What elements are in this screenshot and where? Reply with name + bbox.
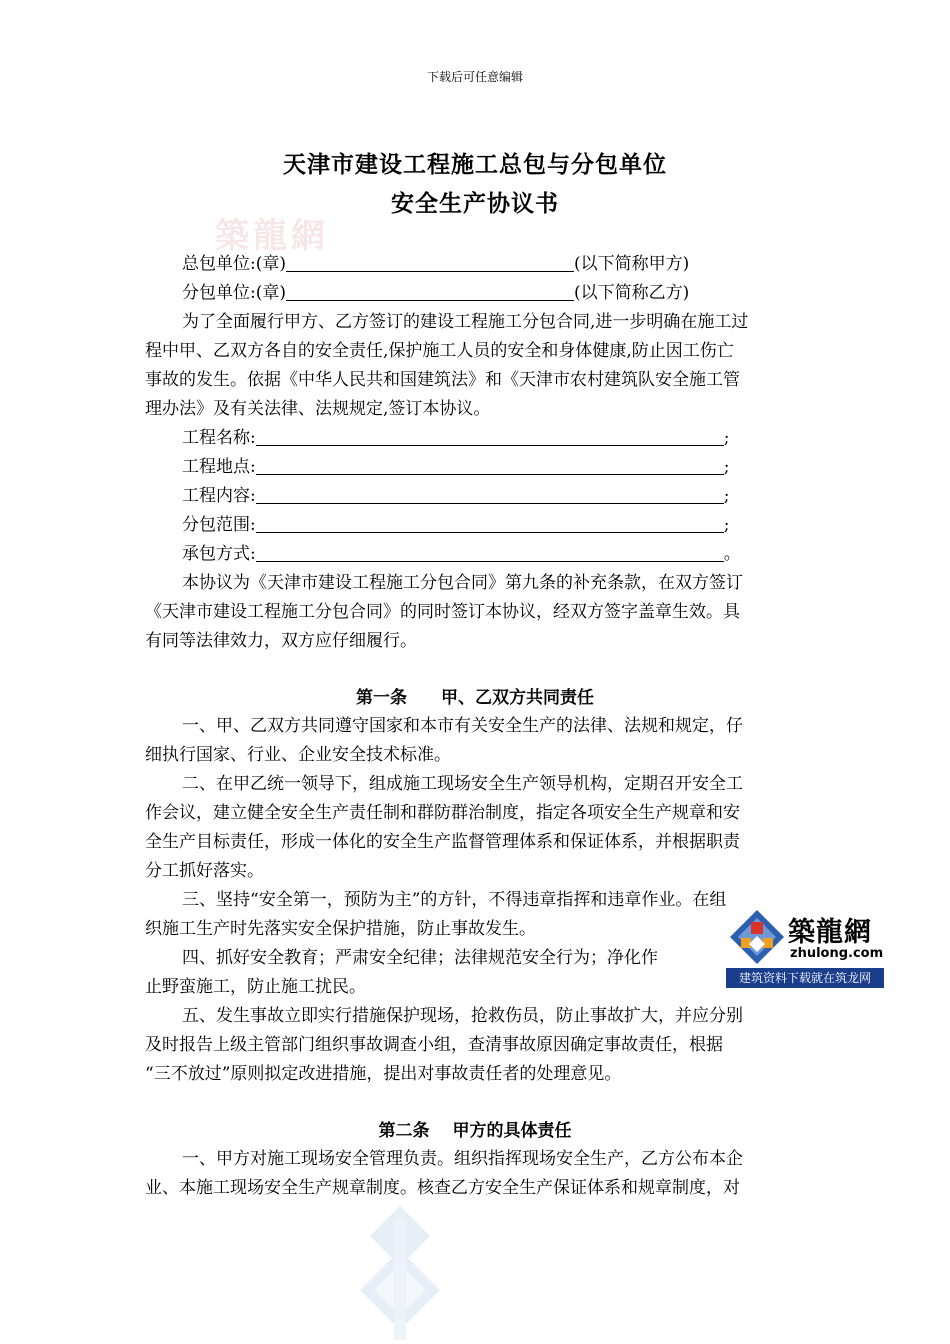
subcontractor-line [182,279,829,308]
field-blank[interactable] [256,514,724,533]
article1-line: 作会议，建立健全安全生产责任制和群防群治制度，指定各项安全生产规章和安 [145,803,740,823]
article1-line: 分工抓好落实。 [145,861,264,881]
article1-line: 三、坚持“安全第一，预防为主”的方针，不得违章指挥和违章作业。在组 [182,890,727,910]
article1-line: 一、甲、乙双方共同遵守国家和本市有关安全生产的法律、法规和规定，仔 [182,716,743,736]
logo-slogan: 建筑资料下载就在筑龙网 [726,968,884,988]
field-project-name [182,424,829,453]
general-contractor-line [182,250,829,279]
document-title-line1: 天津市建设工程施工总包与分包单位 [283,152,667,178]
article1-line: 四、抓好安全教育；严肃安全纪律；法律规范安全行为；净化作 [182,948,658,968]
field-end: ; [723,457,730,477]
page-header: 下载后可任意编辑 [426,70,523,84]
field-project-content [182,482,829,511]
zhulong-logo [726,906,884,986]
article2-line: 业、本施工现场安全生产规章制度。核查乙方安全生产保证体系和规章制度，对 [145,1178,740,1198]
article2-heading: 第二条 甲方的具体责任 [378,1121,572,1141]
field-label: 承包方式: [182,544,256,564]
intro-line: 理办法》及有关法律、法规规定,签订本协议。 [145,399,491,419]
field-end: ; [723,486,730,506]
field-label: 分包范围: [182,515,256,535]
field-label: 工程地点: [182,457,256,477]
article1-line: 织施工生产时先落实安全保护措施，防止事故发生。 [145,919,536,939]
watermark-snowflake-icon [340,1200,460,1344]
article1-line: 细执行国家、行业、企业安全技术标准。 [145,745,451,765]
subcontractor-suffix: (以下简称乙方) [574,283,690,303]
supplement-line: 本协议为《天津市建设工程施工分包合同》第九条的补充条款，在双方签订 [182,573,743,593]
article1-heading: 第一条 甲、乙双方共同责任 [356,688,594,708]
field-label: 工程名称: [182,428,256,448]
article1-line: 五、发生事故立即实行措施保护现场，抢救伤员，防止事故扩大，并应分别 [182,1006,743,1026]
field-end: ; [723,515,730,535]
article1-line: 全生产目标责任，形成一体化的安全生产监督管理体系和保证体系，并根据职责 [145,832,740,852]
logo-domain: zhulong.com [790,946,884,961]
watermark-text: 築龍網 [215,216,329,256]
field-label: 工程内容: [182,486,256,506]
intro-line: 程中甲、乙双方各自的安全责任,保护施工人员的安全和身体健康,防止因工伤亡 [145,341,734,361]
article1-line: 止野蛮施工，防止施工扰民。 [145,977,366,997]
article1-line: “三不放过”原则拟定改进措施，提出对事故责任者的处理意见。 [145,1064,622,1084]
field-project-location [182,453,829,482]
field-subcontract-scope [182,511,829,540]
field-blank[interactable] [256,485,724,504]
logo-background [726,906,884,968]
field-blank[interactable] [256,456,724,475]
supplement-line: 有同等法律效力，双方应仔细履行。 [145,631,417,651]
article1-line: 二、在甲乙统一领导下，组成施工现场安全生产领导机构，定期召开安全工 [182,774,743,794]
general-contractor-suffix: (以下简称甲方) [574,254,690,274]
subcontractor-label: 分包单位:(章) [182,283,286,303]
article2-line: 一、甲方对施工现场安全管理负责。组织指挥现场安全生产，乙方公布本企 [182,1149,743,1169]
logo-chinese-name: 築龍網 [788,917,872,948]
article1-line: 及时报告上级主管部门组织事故调查小组，查清事故原因确定事故责任，根据 [145,1035,723,1055]
document-title-line2: 安全生产协议书 [391,191,559,217]
general-contractor-blank[interactable] [286,253,574,272]
general-contractor-label: 总包单位:(章) [182,254,286,274]
intro-line: 事故的发生。依据《中华人民共和国建筑法》和《天津市农村建筑队安全施工管 [145,370,740,390]
field-blank[interactable] [256,427,724,446]
field-blank[interactable] [256,543,724,562]
field-end: 。 [723,544,741,564]
subcontractor-blank[interactable] [286,282,574,301]
supplement-line: 《天津市建设工程施工分包合同》的同时签订本协议，经双方签字盖章生效。具 [145,602,740,622]
intro-line: 为了全面履行甲方、乙方签订的建设工程施工分包合同,进一步明确在施工过 [182,312,749,332]
field-end: ; [723,428,730,448]
field-contract-method [182,540,829,569]
logo-diamond-icon [728,908,786,966]
